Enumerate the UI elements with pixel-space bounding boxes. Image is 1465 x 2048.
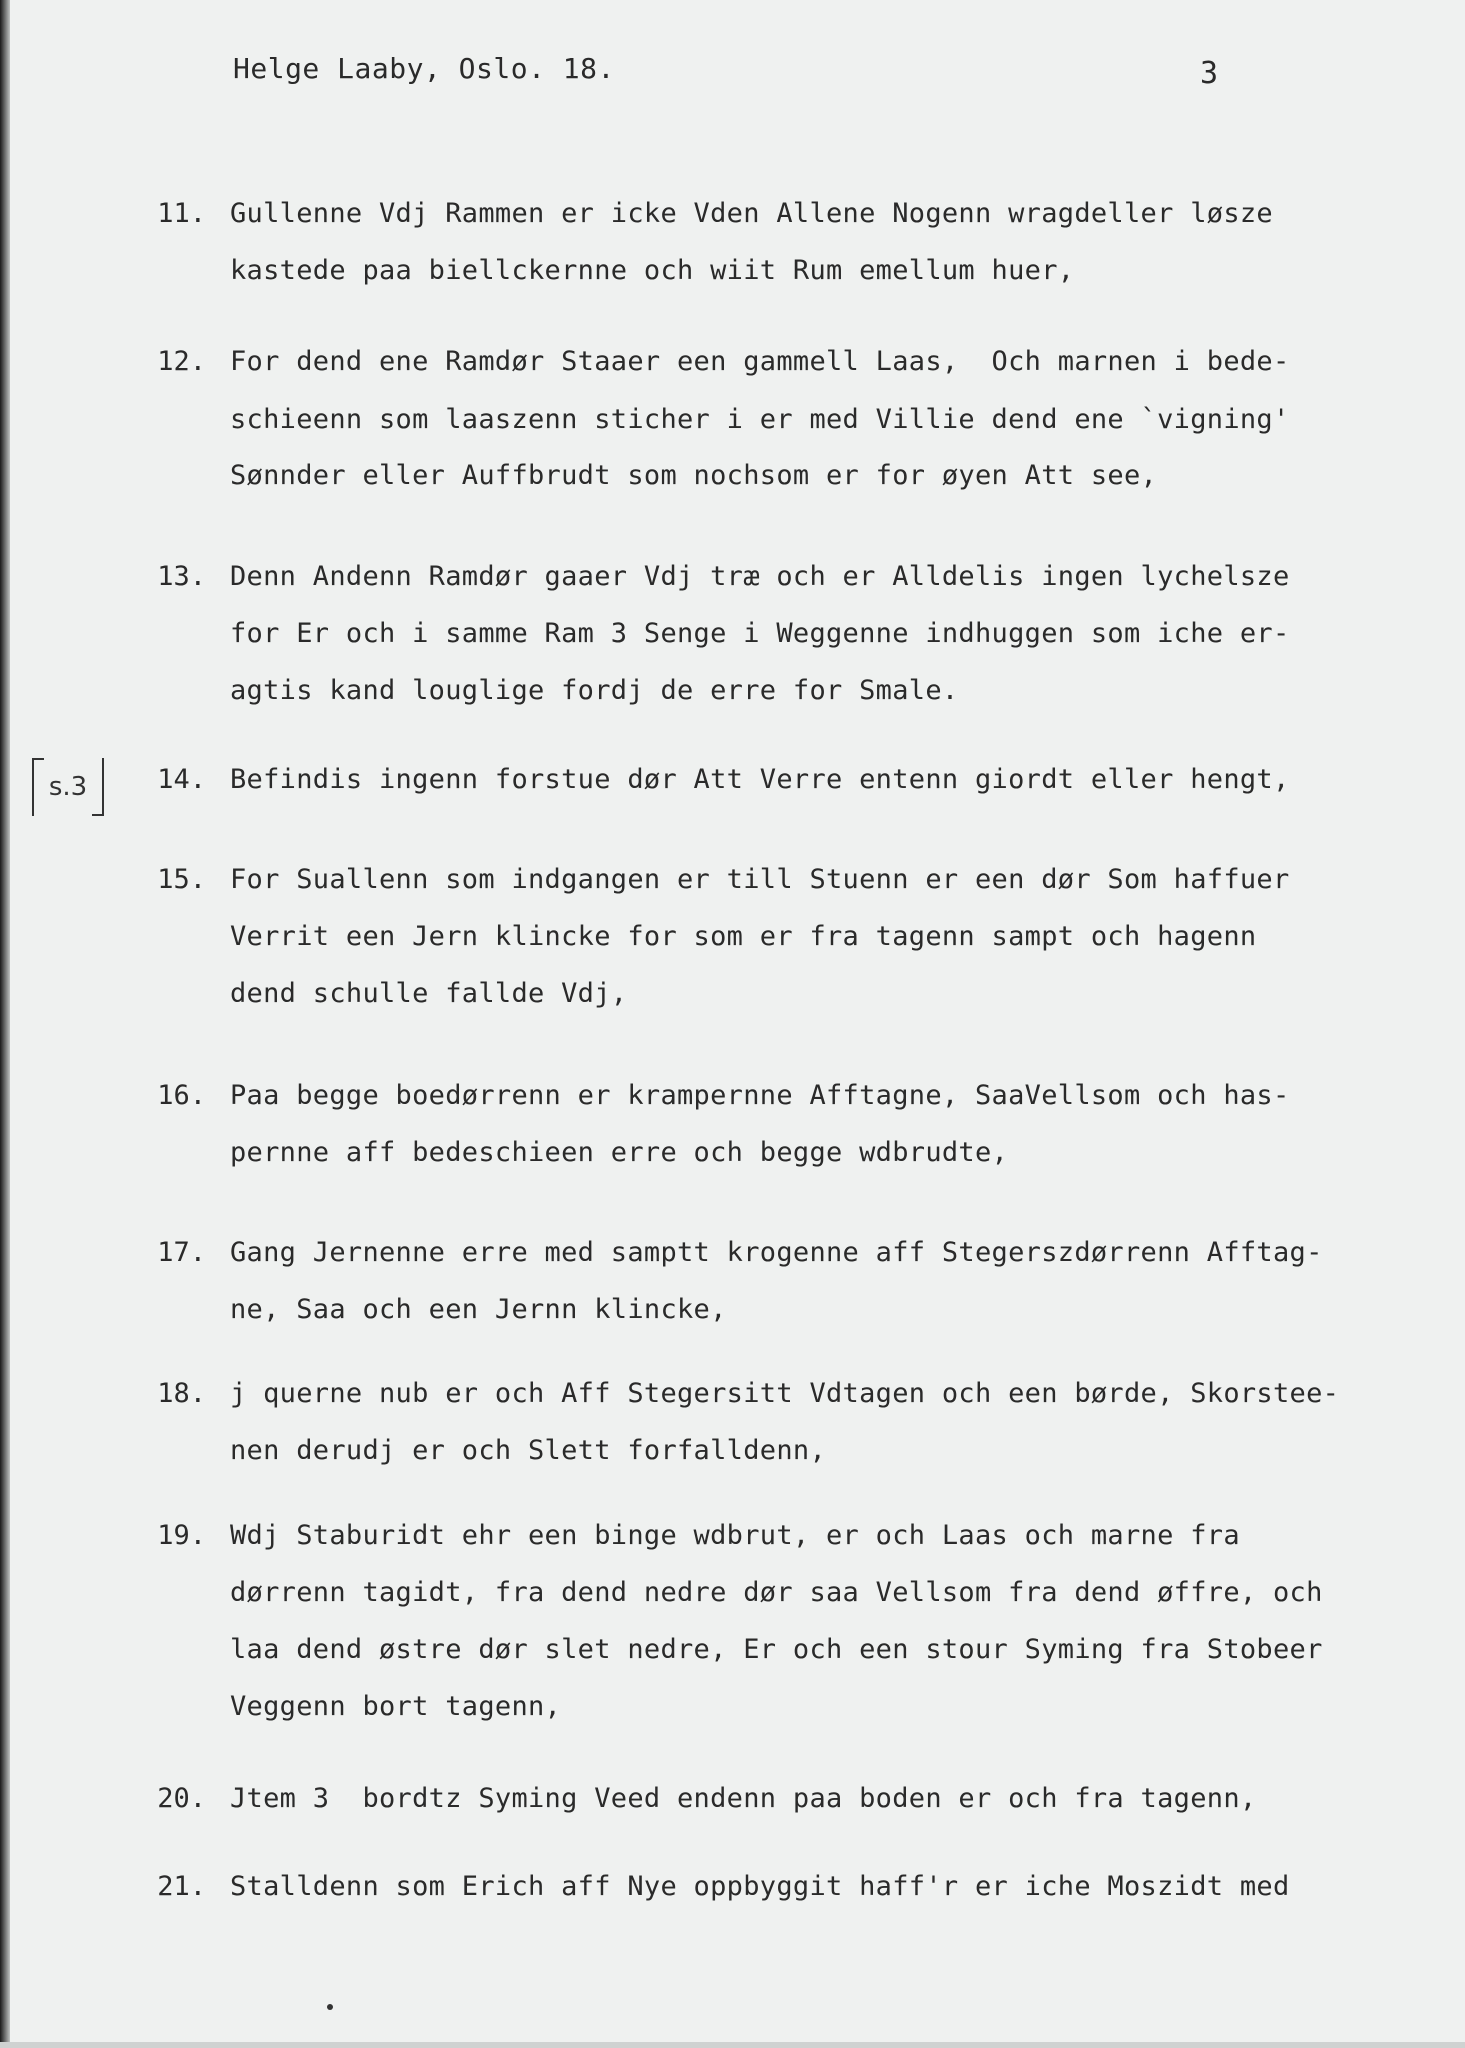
item-number: 12. xyxy=(157,346,206,377)
item-line: Sønnder eller Auffbrudt som nochsom er for øyen Att see, xyxy=(230,460,1158,491)
item-line: agtis kand louglige fordj de erre for Smale. xyxy=(230,675,959,706)
item-line: Wdj Staburidt ehr een binge wdbrut, er och Laas och marne fra xyxy=(230,1520,1240,1551)
item-line: Denn Andenn Ramdør gaaer Vdj træ och er Alldelis ingen lychelsze xyxy=(230,561,1290,592)
item-line: For Suallenn som indgangen er till Stuenn er een dør Som haffuer xyxy=(230,864,1290,895)
item-number: 11. xyxy=(157,198,206,229)
ink-dot xyxy=(327,2004,333,2010)
margin-note: s.3 xyxy=(32,758,104,816)
item-line: Gullenne Vdj Rammen er icke Vden Allene Nogenn wragdeller løsze xyxy=(230,198,1273,229)
item-line: j querne nub er och Aff Stegersitt Vdtagen och een børde, Skorstee- xyxy=(230,1378,1340,1409)
item-line: nen derudj er och Slett forfalldenn, xyxy=(230,1435,826,1466)
item-line: pernne aff bedeschieen erre och begge wdbrudte, xyxy=(230,1137,1009,1168)
item-line: Befindis ingenn forstue dør Att Verre entenn giordt eller hengt, xyxy=(230,764,1290,795)
item-line: Gang Jernenne erre med samptt krogenne aff Stegerszdørrenn Afftag- xyxy=(230,1237,1323,1268)
item-number: 15. xyxy=(157,864,206,895)
item-line: laa dend østre dør slet nedre, Er och een stour Syming fra Stobeer xyxy=(230,1634,1323,1665)
item-number: 18. xyxy=(157,1378,206,1409)
item-line: Stalldenn som Erich aff Nye oppbyggit haff'r er iche Moszidt med xyxy=(230,1871,1290,1902)
item-line: dend schulle fallde Vdj, xyxy=(230,978,628,1009)
item-number: 17. xyxy=(157,1237,206,1268)
scan-edge xyxy=(0,0,10,2048)
item-line: dørrenn tagidt, fra dend nedre dør saa Vellsom fra dend øffre, och xyxy=(230,1577,1323,1608)
item-number: 20. xyxy=(157,1783,206,1814)
item-number: 16. xyxy=(157,1080,206,1111)
item-line: schieenn som laaszenn sticher i er med Villie dend ene `vigning' xyxy=(230,404,1290,435)
item-line: for Er och i samme Ram 3 Senge i Weggenne indhuggen som iche er- xyxy=(230,618,1290,649)
item-line: Verrit een Jern klincke for som er fra tagenn sampt och hagenn xyxy=(230,921,1257,952)
scan-bottom-edge xyxy=(0,2042,1465,2048)
item-number: 14. xyxy=(157,764,206,795)
item-line: Veggenn bort tagenn, xyxy=(230,1691,562,1722)
item-line: Paa begge boedørrenn er krampernne Afftagne, SaaVellsom och has- xyxy=(230,1080,1290,1111)
item-number: 13. xyxy=(157,561,206,592)
document-header: Helge Laaby, Oslo. 18. xyxy=(233,52,615,85)
item-line: Jtem 3 bordtz Syming Veed endenn paa boden er och fra tagenn, xyxy=(230,1783,1257,1814)
item-number: 21. xyxy=(157,1871,206,1902)
item-line: kastede paa biellckernne och wiit Rum emellum huer, xyxy=(230,255,1075,286)
item-line: For dend ene Ramdør Staaer een gammell Laas, Och marnen i bede- xyxy=(230,346,1290,377)
item-number: 19. xyxy=(157,1520,206,1551)
page-number: 3 xyxy=(1200,56,1219,91)
item-line: ne, Saa och een Jernn klincke, xyxy=(230,1294,727,1325)
